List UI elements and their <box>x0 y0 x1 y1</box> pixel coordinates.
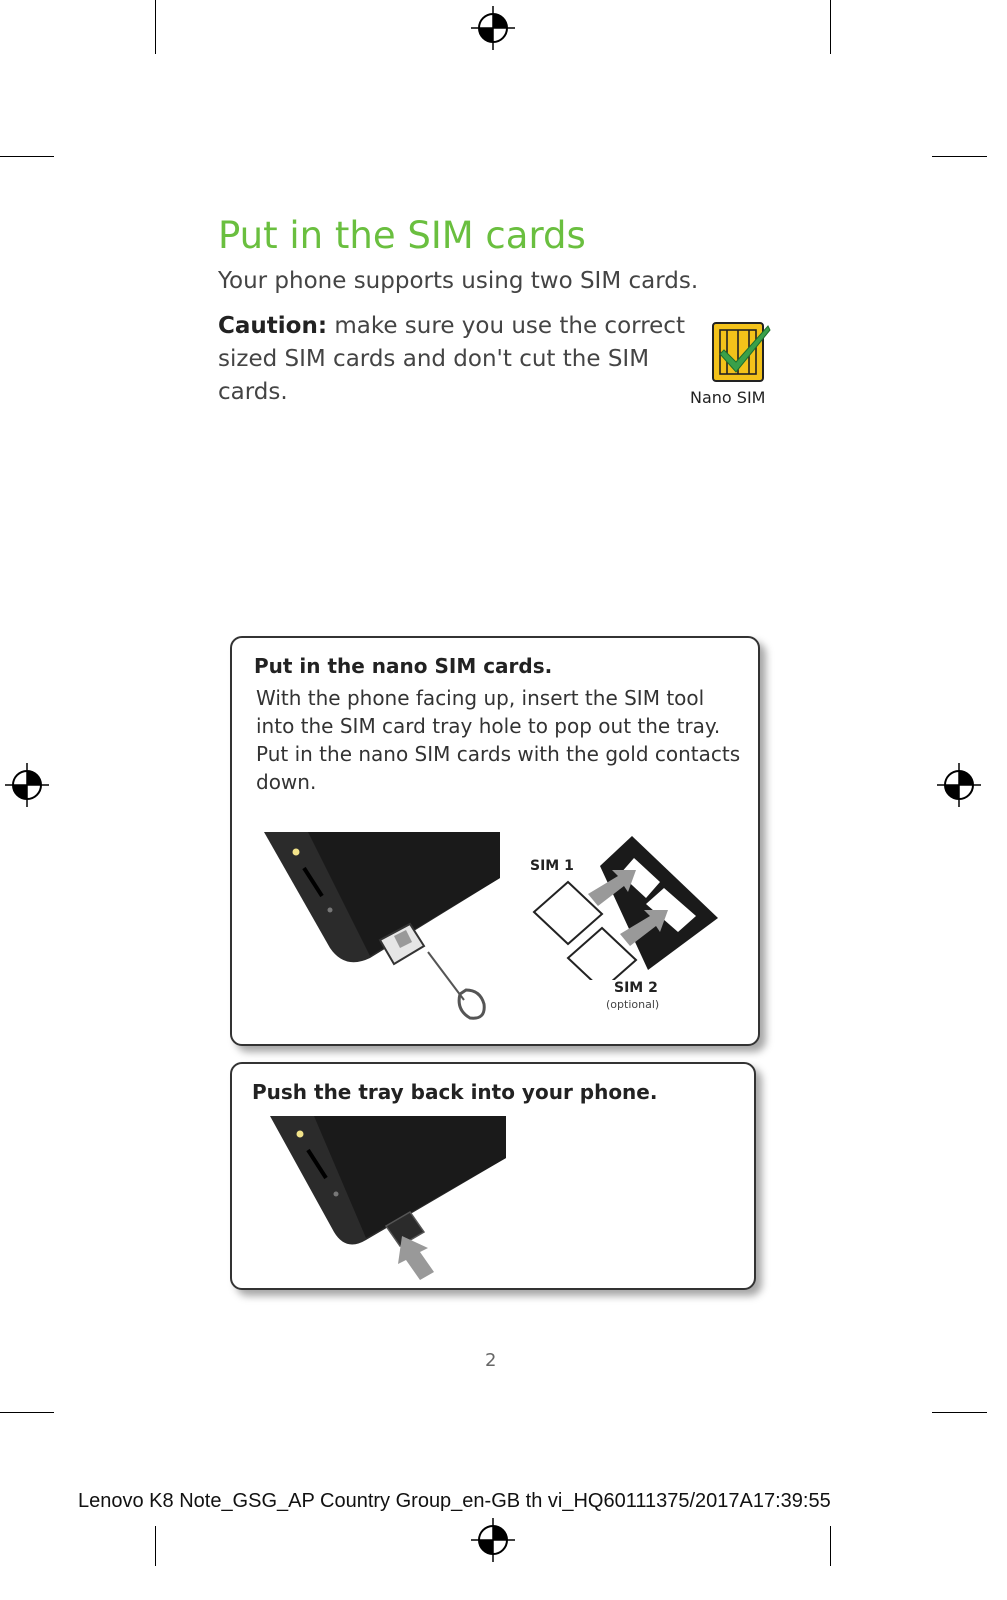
step1-heading: Put in the nano SIM cards. <box>254 654 553 678</box>
step1-body: With the phone facing up, insert the SIM tool into the SIM card tray hole to pop out the tray. Put in the nano SIM cards with the gold contacts down. <box>256 686 741 794</box>
registration-mark-icon <box>471 6 515 50</box>
page-title: Put in the SIM cards <box>218 214 586 257</box>
crop-mark <box>0 1412 54 1413</box>
print-slug: Lenovo K8 Note_GSG_AP Country Group_en-GB th vi_HQ60111375/2017A17:39:55 <box>78 1490 831 1512</box>
page-number: 2 <box>485 1350 497 1371</box>
caution-note <box>218 310 688 409</box>
registration-mark-icon <box>5 763 49 807</box>
phone-insert-tray-illustration <box>266 1114 516 1284</box>
crop-mark <box>830 0 831 54</box>
registration-mark-icon <box>471 1518 515 1562</box>
caution-label: Caution: <box>218 313 328 339</box>
sim2-label: SIM 2 <box>614 980 658 996</box>
intro-text: Your phone supports using two SIM cards. <box>218 268 699 294</box>
crop-mark <box>155 1526 156 1566</box>
sim-tray-illustration <box>528 830 728 980</box>
nano-sim-label: Nano SIM <box>690 388 766 407</box>
nano-sim-check-icon <box>708 318 774 384</box>
phone-eject-tray-illustration <box>260 828 510 1033</box>
crop-mark <box>155 0 156 54</box>
crop-mark <box>932 1412 987 1413</box>
step1-panel <box>230 636 760 1046</box>
sim1-label: SIM 1 <box>530 858 574 874</box>
caution-text: make sure you use the correct sized SIM cards and don't cut the SIM cards. <box>218 313 685 405</box>
sim2-optional-note: (optional) <box>606 998 660 1011</box>
crop-mark <box>932 156 987 157</box>
registration-mark-icon <box>937 763 981 807</box>
step2-heading: Push the tray back into your phone. <box>252 1080 658 1104</box>
crop-mark <box>0 156 54 157</box>
step2-panel <box>230 1062 756 1290</box>
crop-mark <box>830 1526 831 1566</box>
